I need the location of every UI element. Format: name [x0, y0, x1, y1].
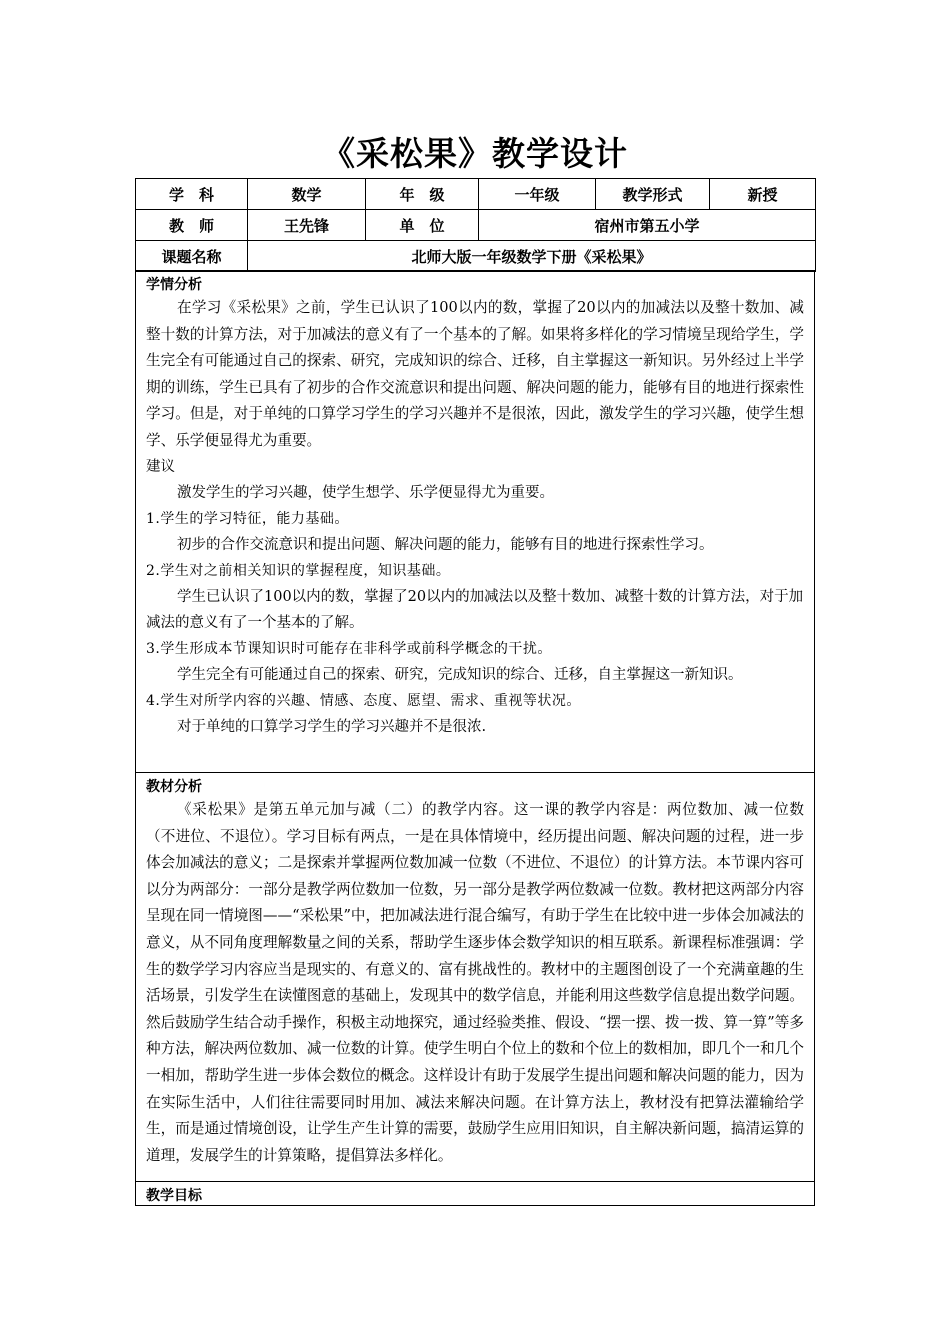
- subject-label: 学 科: [136, 179, 248, 210]
- item-text: 学生完全有可能通过自己的探索、研究，完成知识的综合、迁移，自主掌握这一新知识。: [177, 667, 743, 683]
- item-text: 初步的合作交流意识和提出问题、解决问题的能力，能够有目的地进行探索性学习。: [177, 537, 714, 553]
- item-title: 1.学生的学习特征，能力基础。: [146, 511, 349, 527]
- suggestion-label: 建议: [146, 459, 175, 475]
- material-analysis-section: [135, 772, 815, 1181]
- unit-value: 宿州市第五小学: [479, 210, 816, 241]
- item-text: 学生已认识了100以内的数，掌握了20以内的加减法以及整十数加、减整十数的计算方法，对于加减法的意义有了一个基本的了解。: [146, 589, 804, 631]
- topic-value: 北师大版一年级数学下册《采松果》: [248, 241, 816, 272]
- item-title: 3.学生形成本节课知识时可能存在非科学或前科学概念的干扰。: [146, 641, 552, 657]
- material-analysis-paragraph: 《采松果》是第五单元加与减（二）的教学内容。这一课的教学内容是：两位数加、减一位数（不进位、不退位）。学习目标有两点，一是在具体情境中，经历提出问题、解决问题的过程，进一步体会加减法的意义；二是探索并掌握两位数加减一位数（不进位、不退位）的计算方法。本节课内容可以分为两部分：一部分是教学两位数加一位数，另一部分是教学两位数减一位数。教材把这两部分内容呈现在同一情境图——“采松果”中，把加减法进行混合编写，有助于学生在比较中进一步体会加减法的意义，从不同角度理解数量之间的关系，帮助学生逐步体会数学知识的相互联系。新课程标准强调：学生的数学学习内容应当是现实的、有意义的、富有挑战性的。教材中的主题图创设了一个充满童趣的生活场景，引发学生在读懂图意的基础上，发现其中的数学信息，并能利用这些数学信息提出数学问题。然后鼓励学生结合动手操作，积极主动地探究，通过经验类推、假设、“摆一摆、拨一拨、算一算”等多种方法，解决两位数加、减一位数的计算。使学生明白个位上的数和个位上的数相加，即几个一和几个一相加，帮助学生进一步体会数位的概念。这样设计有助于发展学生提出问题和解决问题的能力，因为在实际生活中，人们往往需要同时用加、减法来解决问题。在计算方法上，教材没有把算法灌输给学生，而是通过情境创设，让学生产生计算的需要，鼓励学生应用旧知识，自主解决新问题，搞清运算的道理，发展学生的计算策略，提倡算法多样化。: [146, 801, 804, 1164]
- teacher-label: 教 师: [136, 210, 248, 241]
- teacher-value: 王先锋: [248, 210, 366, 241]
- info-row-subject: [136, 179, 816, 210]
- material-analysis-heading: 教材分析: [146, 779, 202, 795]
- form-value: 新授: [710, 179, 816, 210]
- info-row-teacher: [136, 210, 816, 241]
- form-label: 教学形式: [596, 179, 710, 210]
- suggestion-text: 激发学生的学习兴趣，使学生想学、乐学便显得尤为重要。: [177, 485, 554, 501]
- info-row-topic: [136, 241, 816, 272]
- item-text: 对于单纯的口算学习学生的学习兴趣并不是很浓.: [177, 719, 487, 735]
- unit-label: 单 位: [366, 210, 479, 241]
- learning-analysis-heading: 学情分析: [146, 277, 202, 293]
- teaching-goals-heading: 教学目标: [146, 1188, 202, 1204]
- learning-analysis-section: [135, 270, 815, 772]
- grade-label: 年 级: [366, 179, 479, 210]
- info-table: [135, 178, 816, 272]
- learning-analysis-paragraph: 在学习《采松果》之前，学生已认识了100以内的数，掌握了20以内的加减法以及整十数加、减整十数的计算方法，对于加减法的意义有了一个基本的了解。如果将多样化的学习情境呈现给学生，学生完全有可能通过自己的探索、研究，完成知识的综合、迁移，自主掌握这一新知识。另外经过上半学期的训练，学生已具有了初步的合作交流意识和提出问题、解决问题的能力，能够有目的地进行探索性学习。但是，对于单纯的口算学习学生的学习兴趣并不是很浓，因此，激发学生的学习兴趣，使学生想学、乐学便显得尤为重要。: [146, 299, 804, 449]
- item-title: 2.学生对之前相关知识的掌握程度，知识基础。: [146, 563, 451, 579]
- subject-value: 数学: [248, 179, 366, 210]
- item-title: 4.学生对所学内容的兴趣、情感、态度、愿望、需求、重视等状况。: [146, 693, 581, 709]
- topic-label: 课题名称: [136, 241, 248, 272]
- teaching-goals-section: [135, 1181, 815, 1206]
- grade-value: 一年级: [479, 179, 596, 210]
- document-title: 《采松果》教学设计: [322, 134, 628, 173]
